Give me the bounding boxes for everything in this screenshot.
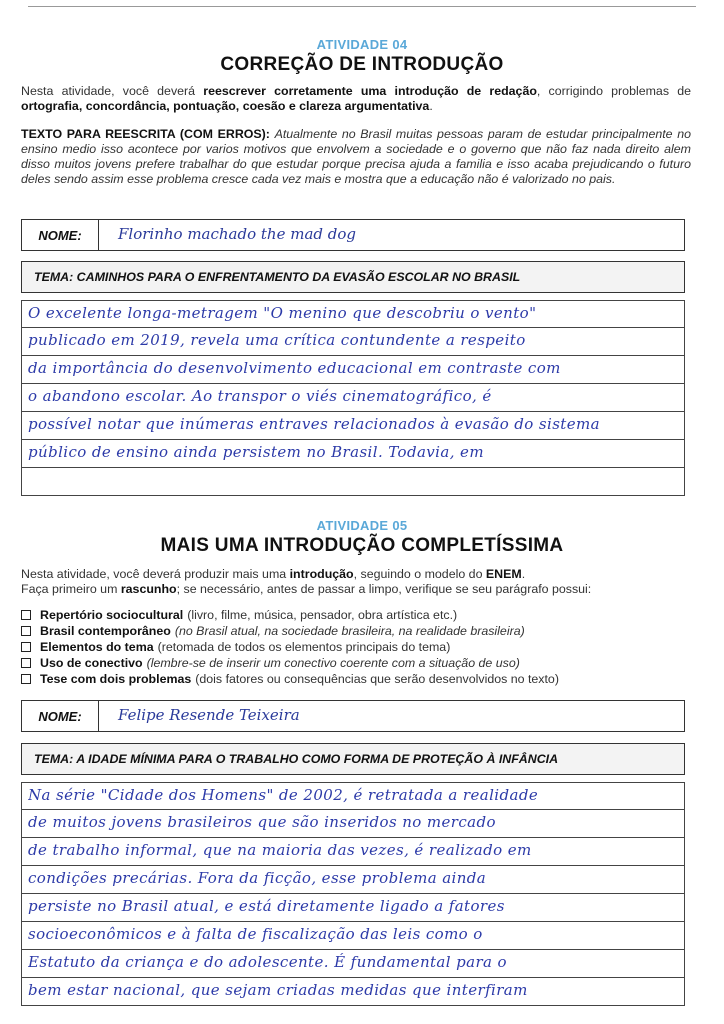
checklist [21, 607, 701, 687]
rewrite-label: TEXTO PARA REESCRITA (COM ERROS): [21, 127, 270, 141]
rewrite-body: Atualmente no Brasil muitas pessoas param de estudar principalmente no ensino medio isso acontece por varios motivos que envolvem a sociedade e o governo que não faz nada direito alem disso muitos jovens prefere trabalhar do que estudar porque precisa ajuda a familia e isso acaba prejudicando o futuro deles sendo assim esse problema cresce cada vez mais e mostra que a educação não é valorizado no pais. [21, 127, 691, 186]
theme-header-1: TEMA: CAMINHOS PARA O ENFRENTAMENTO DA EVASÃO ESCOLAR NO BRASIL [21, 261, 685, 293]
name-label: NOME: [22, 220, 99, 250]
writing-line[interactable]: condições precárias. Fora da ficção, esse problema ainda [21, 866, 685, 894]
writing-line[interactable]: público de ensino ainda persistem no Brasil. Todavia, em [21, 440, 685, 468]
writing-line[interactable]: o abandono escolar. Ao transpor o viés cinematográfico, é [21, 384, 685, 412]
checklist-item[interactable]: Repertório sociocultural (livro, filme, música, pensador, obra artística etc.) [21, 607, 701, 623]
name-field-2[interactable] [21, 700, 685, 732]
checkbox[interactable] [21, 610, 31, 620]
writing-line[interactable]: de muitos jovens brasileiros que são inseridos no mercado [21, 810, 685, 838]
top-rule [28, 6, 696, 7]
writing-line[interactable]: da importância do desenvolvimento educacional em contraste com [21, 356, 685, 384]
checklist-item[interactable]: Brasil contemporâneo (no Brasil atual, na sociedade brasileira, na realidade brasileira) [21, 623, 701, 639]
checklist-item[interactable]: Uso de conectivo (lembre-se de inserir um conectivo coerente com a situação de uso) [21, 655, 701, 671]
name-value: Florinho machado the mad dog [118, 225, 357, 243]
checkbox[interactable] [21, 642, 31, 652]
checkbox[interactable] [21, 674, 31, 684]
writing-line[interactable]: possível notar que inúmeras entraves relacionados à evasão do sistema [21, 412, 685, 440]
activity-4-label: ATIVIDADE 04 [316, 37, 408, 52]
writing-line[interactable]: Na série "Cidade dos Homens" de 2002, é retratada a realidade [21, 782, 685, 810]
rewrite-text [21, 127, 691, 187]
theme-header-2: TEMA: A IDADE MÍNIMA PARA O TRABALHO COMO FORMA DE PROTEÇÃO À INFÂNCIA [21, 743, 685, 775]
checklist-item[interactable]: Elementos do tema (retomada de todos os elementos principais do tema) [21, 639, 701, 655]
activity-5-label: ATIVIDADE 05 [316, 518, 408, 533]
name-value: Felipe Resende Teixeira [118, 706, 300, 724]
writing-line[interactable]: Estatuto da criança e do adolescente. É fundamental para o [21, 950, 685, 978]
activity-5-title: MAIS UMA INTRODUÇÃO COMPLETÍSSIMA [160, 535, 564, 556]
writing-line[interactable]: de trabalho informal, que na maioria das vezes, é realizado em [21, 838, 685, 866]
activity-5-instructions: Nesta atividade, você deverá produzir mais uma introdução, seguindo o modelo do ENEM. Faça primeiro um rascunho; se necessário, antes de passar a limpo, verifique se seu parágrafo possui: [21, 567, 592, 596]
writing-line[interactable]: persiste no Brasil atual, e está diretamente ligado a fatores [21, 894, 685, 922]
writing-lines-2 [21, 782, 685, 1006]
name-field-1[interactable] [21, 219, 685, 251]
activity-4-title: CORREÇÃO DE INTRODUÇÃO [220, 54, 504, 75]
writing-line[interactable] [21, 468, 685, 496]
activity-4-instructions: Nesta atividade, você deverá reescrever corretamente uma introdução de redação, corrigindo problemas de ortografia, concordância, pontuação, coesão e clareza argumentativa. [21, 84, 691, 113]
writing-line[interactable]: O excelente longa-metragem "O menino que descobriu o vento" [21, 300, 685, 328]
writing-lines-1 [21, 300, 685, 496]
writing-line[interactable]: socioeconômicos e à falta de fiscalização das leis como o [21, 922, 685, 950]
name-label: NOME: [22, 701, 99, 731]
writing-line[interactable]: bem estar nacional, que sejam criadas medidas que interfiram [21, 978, 685, 1006]
writing-line[interactable]: publicado em 2019, revela uma crítica contundente a respeito [21, 328, 685, 356]
checklist-item[interactable]: Tese com dois problemas (dois fatores ou consequências que serão desenvolvidos no texto) [21, 671, 701, 687]
checkbox[interactable] [21, 658, 31, 668]
checkbox[interactable] [21, 626, 31, 636]
